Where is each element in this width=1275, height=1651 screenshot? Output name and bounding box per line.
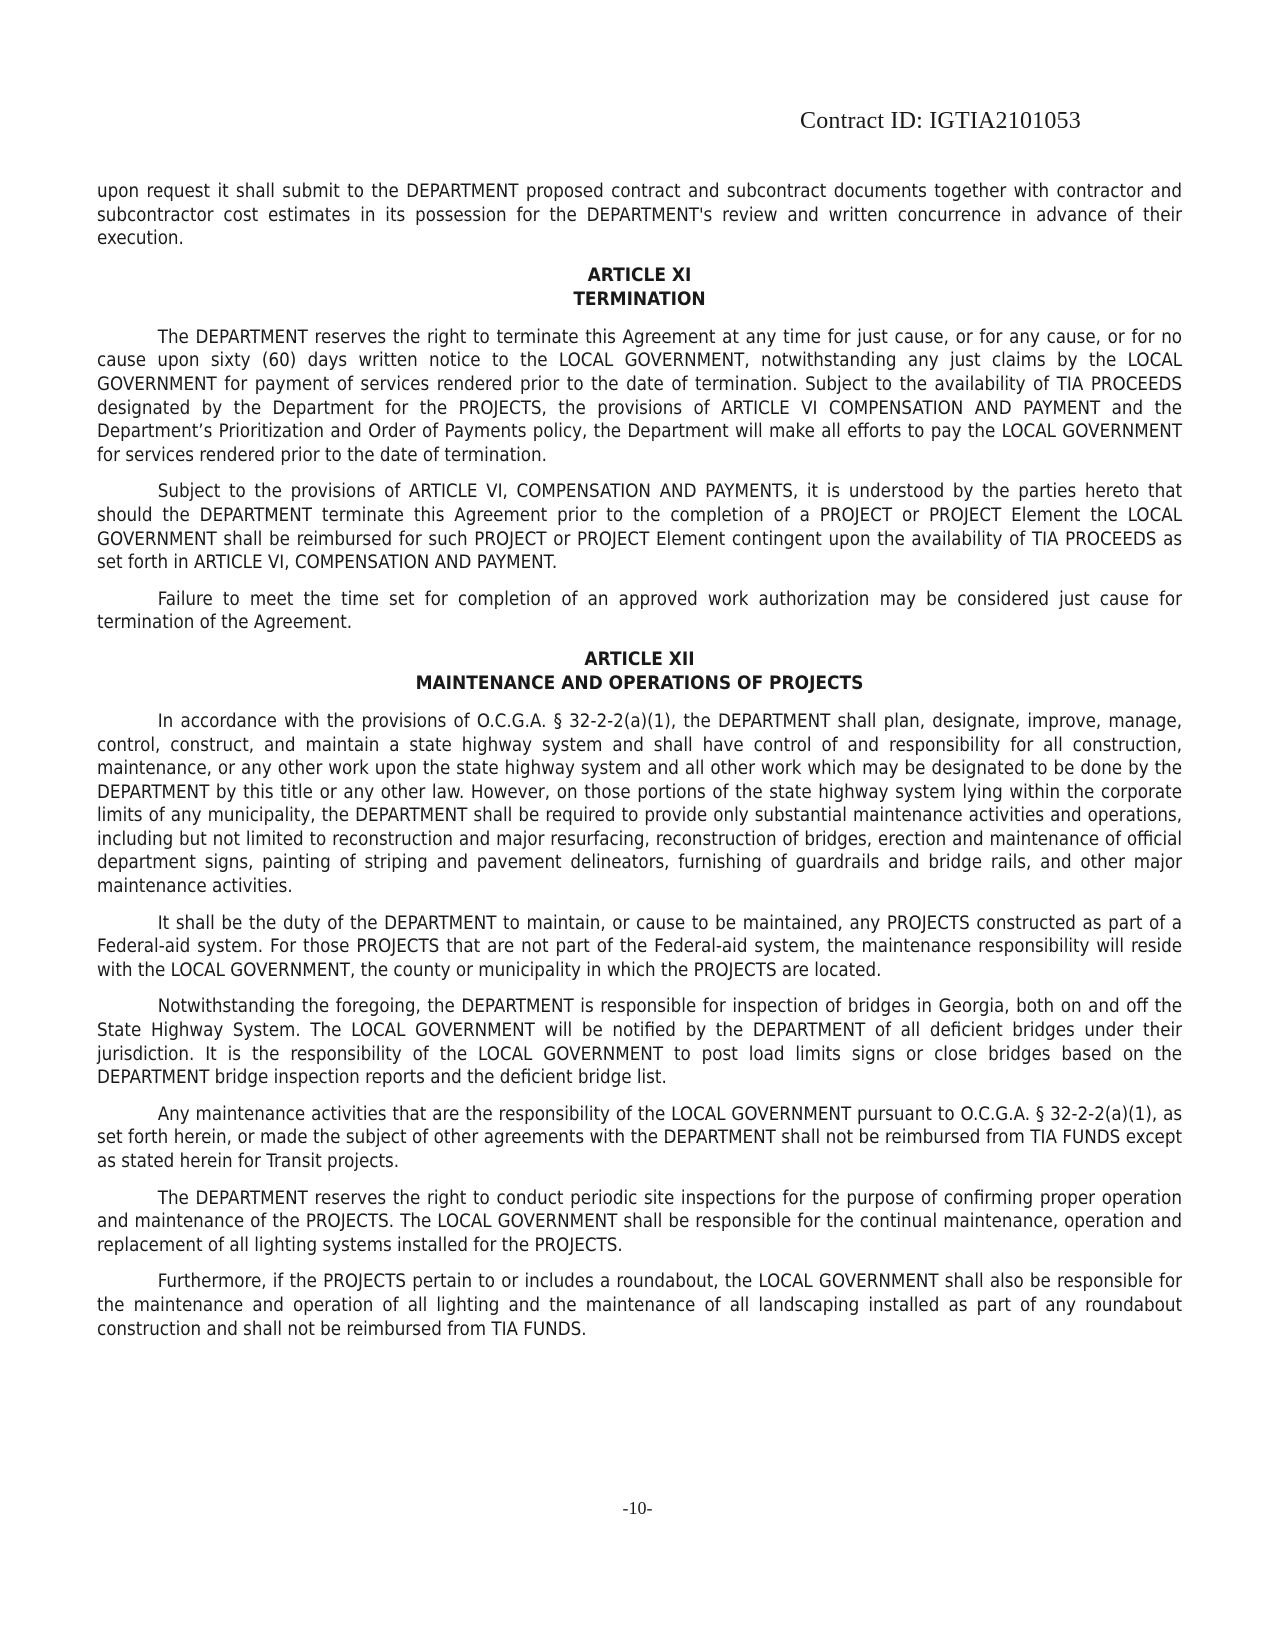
article-xii-title: MAINTENANCE AND OPERATIONS OF PROJECTS: [415, 672, 864, 694]
article-xii-number: ARTICLE XII: [584, 648, 695, 670]
article-xii-paragraph: Notwithstanding the foregoing, the DEPARTMENT is responsible for inspection of bridges in Georgia, both on and off the State Highway System. The LOCAL GOVERNMENT will be notified by the DEPARTMENT of all deficient bridges under their jurisdiction. It is the responsibility of the LOCAL GOVERNMENT to post load limits signs or close bridges based on the DEPARTMENT bridge inspection reports and the deficient bridge list.: [97, 996, 1183, 1089]
article-xi-paragraph: Subject to the provisions of ARTICLE VI, COMPENSATION AND PAYMENTS, it is understood by the parties hereto that should the DEPARTMENT terminate this Agreement prior to the completion of a PROJECT or PROJECT Element the LOCAL GOVERNMENT shall be reimbursed for such PROJECT or PROJECT Element contingent upon the availability of TIA PROCEEDS as set forth in ARTICLE VI, COMPENSATION AND PAYMENT.: [97, 481, 1183, 574]
article-xii-paragraph: In accordance with the provisions of O.C.G.A. § 32-2-2(a)(1), the DEPARTMENT shall plan, designate, improve, manage, control, construct, and maintain a state highway system and shall have control of and responsibility for all construction, maintenance, or any other work upon the state highway system and all other work which may be designated to be done by the DEPARTMENT by this title or any other law. However, on those portions of the state highway system lying within the corporate limits of any municipality, the DEPARTMENT shall be required to provide only substantial maintenance activities and operations, including but not limited to reconstruction and major resurfacing, reconstruction of bridges, erection and maintenance of official department signs, painting of striping and pavement delineators, furnishing of guardrails and bridge rails, and other major maintenance activities.: [97, 710, 1183, 898]
article-xii-heading: [140, 648, 1138, 696]
document-body: [97, 180, 1182, 1354]
article-xi-paragraph: The DEPARTMENT reserves the right to terminate this Agreement at any time for just cause, or for any cause, or for no cause upon sixty (60) days written notice to the LOCAL GOVERNMENT, notwithstanding any just claims by the LOCAL GOVERNMENT for payment of services rendered prior to the date of termination. Subject to the availability of TIA PROCEEDS designated by the Department for the PROJECTS, the provisions of ARTICLE VI COMPENSATION AND PAYMENT and the Department’s Prioritization and Order of Payments policy, the Department will make all efforts to pay the LOCAL GOVERNMENT for services rendered prior to the date of termination.: [97, 326, 1183, 466]
article-xi-number: ARTICLE XI: [587, 264, 692, 286]
article-xii-paragraph: Furthermore, if the PROJECTS pertain to or includes a roundabout, the LOCAL GOVERNMENT shall also be responsible for the maintenance and operation of all lighting and the maintenance of all landscaping installed as part of any roundabout construction and shall not be reimbursed from TIA FUNDS.: [97, 1271, 1183, 1340]
contract-id-header: Contract ID: IGTIA2101053: [800, 108, 1081, 134]
continuation-paragraph: upon request it shall submit to the DEPARTMENT proposed contract and subcontract documents together with contractor and subcontractor cost estimates in its possession for the DEPARTMENT's review and written concurrence in advance of their execution.: [97, 181, 1183, 250]
page-number: -10-: [622, 1498, 653, 1518]
article-xi-title: TERMINATION: [573, 288, 706, 310]
article-xii-paragraph: Any maintenance activities that are the responsibility of the LOCAL GOVERNMENT pursuant to O.C.G.A. § 32-2-2(a)(1), as set forth herein, or made the subject of other agreements with the DEPARTMENT shall not be reimbursed from TIA FUNDS except as stated herein for Transit projects.: [97, 1103, 1183, 1172]
article-xii-paragraph: It shall be the duty of the DEPARTMENT to maintain, or cause to be maintained, any PROJECTS constructed as part of a Federal-aid system. For those PROJECTS that are not part of the Federal-aid system, the maintenance responsibility will reside with the LOCAL GOVERNMENT, the county or municipality in which the PROJECTS are located.: [97, 912, 1183, 981]
article-xii-paragraph: The DEPARTMENT reserves the right to conduct periodic site inspections for the purpose of confirming proper operation and maintenance of the PROJECTS. The LOCAL GOVERNMENT shall be responsible for the continual maintenance, operation and replacement of all lighting systems installed for the PROJECTS.: [97, 1187, 1183, 1256]
article-xi-heading: [140, 264, 1138, 312]
article-xi-paragraph: Failure to meet the time set for completion of an approved work authorization may be considered just cause for termination of the Agreement.: [97, 588, 1183, 634]
